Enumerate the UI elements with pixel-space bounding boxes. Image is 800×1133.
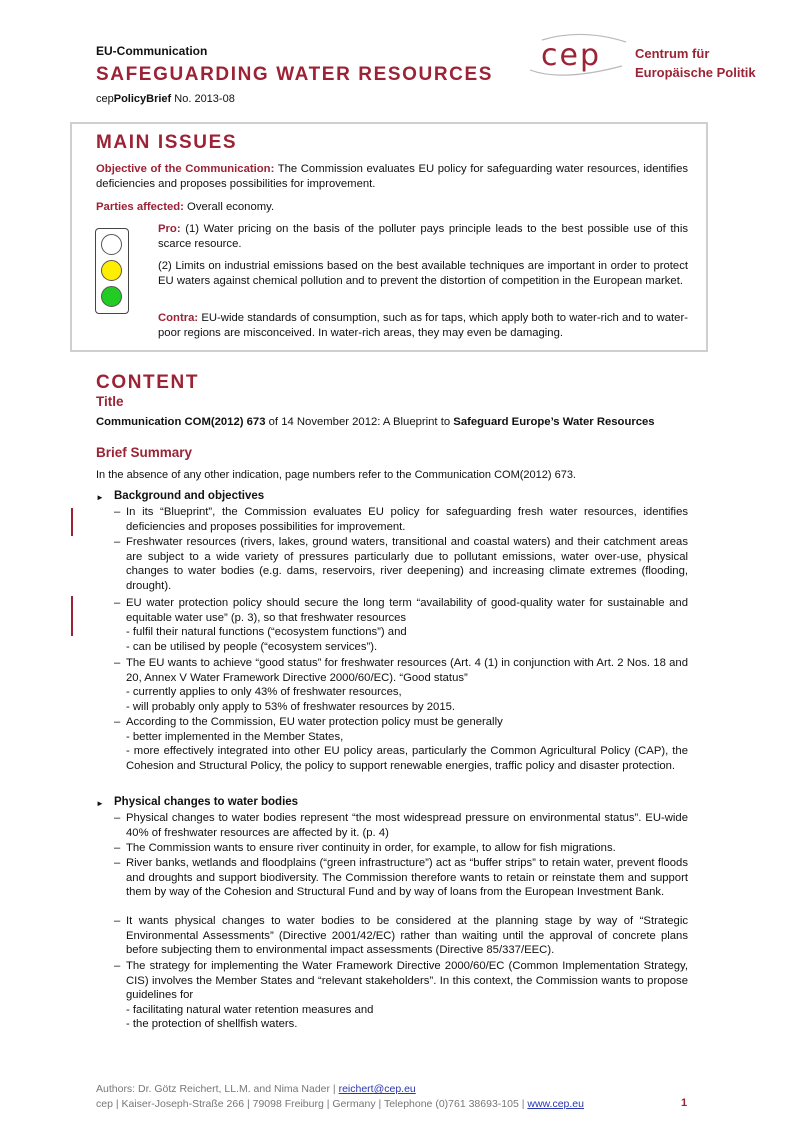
- list-item: – River banks, wetlands and floodplains (“green infrastructure”) act as “buffer strips” to retain water, prevent floods and droughts and support biodiversity. The Commission therefore wants to retain or reinstate them and support them by way of the Cohesion and Structural Fund and by way of loans from the European Investment Bank.: [114, 857, 688, 899]
- title-heading: Title: [96, 394, 124, 409]
- list-item: – According to the Commission, EU water protection policy must be generally - better implemented in the Member States, - more effectively integrated into other EU policy areas, particularly the Common Agricultural Policy (CAP), the Cohesion and Structural Policy, the policy to support renewable energies, traffic policy and disaster protection.: [114, 716, 688, 772]
- footer-address: cep | Kaiser-Joseph-Straße 266 | 79098 Freiburg | Germany | Telephone (0)761 38693-105 | www.cep.eu: [96, 1098, 584, 1110]
- contra-paragraph: Contra: EU-wide standards of consumption, such as for taps, which apply both to water-rich and to water-poor regions are misconceived. In water-rich areas, they may even be damaging.: [158, 312, 688, 339]
- margin-marker: [71, 508, 73, 536]
- parties-affected-paragraph: Parties affected: Overall economy.: [96, 201, 275, 213]
- author-email-link[interactable]: reichert@cep.eu: [338, 1083, 416, 1095]
- website-link[interactable]: www.cep.eu: [527, 1098, 584, 1110]
- list-item: – The Commission wants to ensure river continuity in order, for example, to allow for fish migrations.: [114, 842, 616, 854]
- cep-logo: cep: [541, 38, 601, 73]
- organisation-name: Centrum für Europäische Politik: [635, 46, 756, 80]
- list-item: – EU water protection policy should secure the long term “availability of good-quality water for sustainable and equitable water use” (p. 3), so that freshwater resources - fulfil their natural functions (“ecosystem functions”) and - can be utilised by people (“ecosystem services”).: [114, 597, 688, 653]
- document-kicker: EU-Communication: [96, 44, 208, 58]
- list-item: – The EU wants to achieve “good status” for freshwater resources (Art. 4 (1) in conjunction with Art. 2 Nos. 18 and 20, Annex V Water Framework Directive 2000/60/EC). “Good status” - currently applies to only 43% of freshwater resources, - will probably only apply to 53% of freshwater resources by 2015.: [114, 657, 688, 713]
- communication-title-line: Communication COM(2012) 673 of 14 November 2012: A Blueprint to Safeguard Europe’s Water Resources: [96, 416, 655, 428]
- main-issues-title: MAIN ISSUES: [96, 132, 238, 153]
- summary-note: In the absence of any other indication, page numbers refer to the Communication COM(2012) 673.: [96, 469, 576, 481]
- list-item: – The strategy for implementing the Water Framework Directive 2000/60/EC (Common Implementation Strategy, CIS) involves the Member States and “relevant stakeholders”. In this context, the Commission wants to propose guidelines for - facilitating natural water retention measures and - the protection of shellfish waters.: [114, 960, 688, 1031]
- policy-brief-number: cepPolicyBrief No. 2013-08: [96, 93, 235, 105]
- traffic-light-middle-lamp: [101, 260, 122, 281]
- list-item: – Physical changes to water bodies represent “the most widespread pressure on environmental status”. EU-wide 40% of freshwater resources are affected by it. (p. 4): [114, 812, 688, 839]
- content-title: CONTENT: [96, 372, 200, 393]
- section-heading: Physical changes to water bodies: [114, 796, 299, 808]
- traffic-light-icon: [95, 228, 129, 314]
- pro-paragraph-2: (2) Limits on industrial emissions based on the best available techniques are important in order to protect EU waters against chemical pollution and to prevent the distortion of competition in the European market.: [158, 260, 688, 287]
- objective-paragraph: Objective of the Communication: The Commission evaluates EU policy for safeguarding water resources, identifies deficiencies and proposes possibilities for improvement.: [96, 163, 688, 190]
- traffic-light-top-lamp: [101, 234, 122, 255]
- document-title: SAFEGUARDING WATER RESOURCES: [96, 64, 494, 85]
- margin-marker: [71, 596, 73, 636]
- traffic-light-bottom-lamp: [101, 286, 122, 307]
- footer-authors: Authors: Dr. Götz Reichert, LL.M. and Nima Nader | reichert@cep.eu: [96, 1083, 416, 1095]
- brief-summary-heading: Brief Summary: [96, 445, 193, 460]
- page-number: 1: [681, 1097, 688, 1109]
- section-arrow-icon: ►: [96, 493, 104, 502]
- list-item: – It wants physical changes to water bodies to be considered at the planning stage by way of “Strategic Environmental Assessments” (Directive 2001/42/EC) rather than waiting until the approval of concrete plans before subjecting them to environmental impact assessments (Directive 85/337/EEC).: [114, 915, 688, 957]
- list-item: – In its “Blueprint”, the Commission evaluates EU policy for safeguarding fresh water resources, identifies deficiencies and proposes possibilities for improvement.: [114, 506, 688, 533]
- list-item: – Freshwater resources (rivers, lakes, ground waters, transitional and coastal waters) and their catchment areas are subject to a wide variety of pressures particularly due to pollutant emissions, water over-use, physical changes to water bodies (e.g. dams, reservoirs, river deepening) and increasing climate extremes (flooding, drought).: [114, 536, 688, 592]
- section-arrow-icon: ►: [96, 799, 104, 808]
- section-heading: Background and objectives: [114, 490, 265, 502]
- pro-paragraph-1: Pro: (1) Water pricing on the basis of the polluter pays principle leads to the best possible use of this scarce resource.: [158, 223, 688, 250]
